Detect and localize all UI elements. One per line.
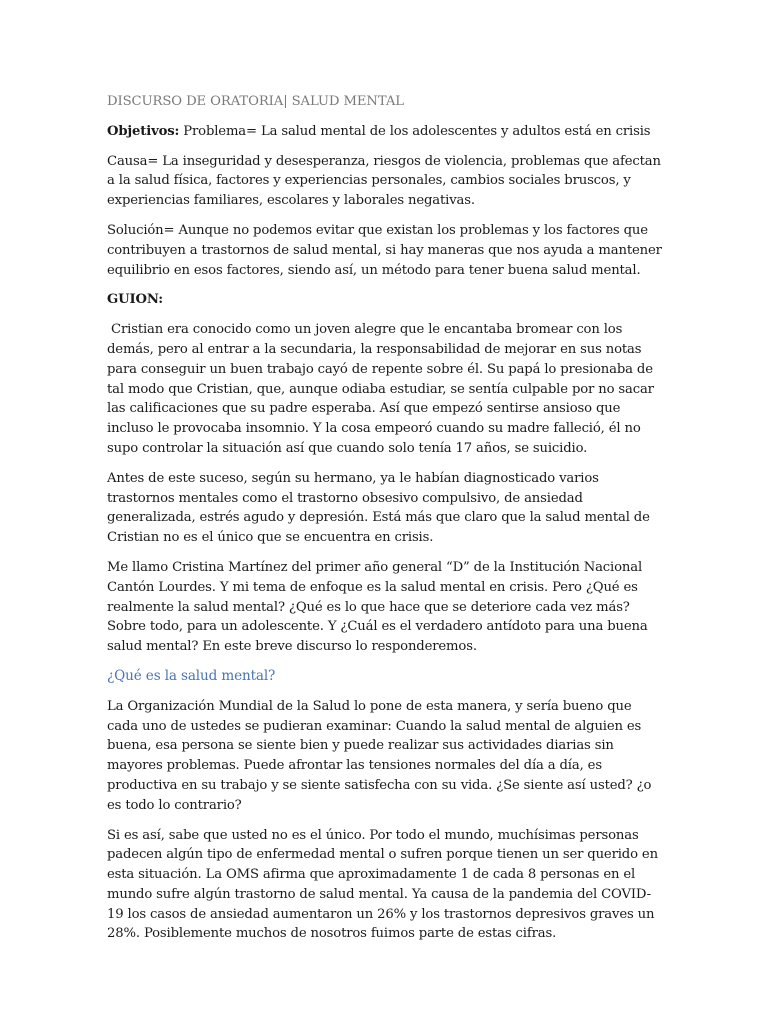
section-heading: ¿Qué es la salud mental? [107, 667, 276, 684]
guion-paragraph-1: Cristian era conocido como un joven alegre que le encantaba bromear con los demás, pero al entrar a la secundaria, la responsabilidad de mejorar en sus notas para conseguir un buen trabajo cayó de repente sobre él. Su papá lo presionaba de tal modo que Cristian, que, aunque odiaba estudiar, se sentía culpable por no sacar las calificaciones que su padre esperaba. Así que empezó sentirse ansioso que incluso le provocaba insomnio. Y la cosa empeoró cuando su madre falleció, él no supo controlar la situación así que cuando solo tenía 17 años, se suicidio. [107, 322, 658, 456]
objetivos-text: Problema= La salud mental de los adolescentes y adultos está en crisis [179, 123, 651, 139]
document-page [107, 86, 662, 954]
section-paragraph-2: Si es así, sabe que usted no es el único. Por todo el mundo, muchísimas personas padecen algún tipo de enfermedad mental o sufren porque tienen un ser querido en esta situación. La OMS afirma que aproximadamente 1 de cada 8 personas en el mundo sufre algún trastorno de salud mental. Ya causa de la pandemia del COVID-19 los casos de ansiedad aumentaron un 26% y los trastornos depresivos graves un 28%. Posiblemente muchos de nosotros fuimos parte de estas cifras. [107, 827, 658, 942]
section-paragraph-1: La Organización Mundial de la Salud lo pone de esta manera, y sería bueno que cada uno de ustedes se pudieran examinar: Cuando la salud mental de alguien es buena, esa persona se siente bien y puede realizar sus actividades diarias sin mayores problemas. Puede afrontar las tensiones normales del día a día, es productiva en su trabajo y se siente satisfecha con su vida. ¿Se siente así usted? ¿o es todo lo contrario? [107, 698, 652, 813]
guion-heading: GUION: [107, 292, 163, 308]
objetivos-paragraph [107, 122, 662, 142]
guion-paragraph-3: Me llamo Cristina Martínez del primer año general “D” de la Institución Nacional Cantón Lourdes. Y mi tema de enfoque es la salud mental en crisis. Pero ¿Qué es realmente la salud mental? ¿Qué es lo que hace que se deteriore cada vez más? Sobre todo, para un adolescente. Y ¿Cuál es el verdadero antídoto para una buena salud mental? En este breve discurso lo responderemos. [107, 559, 648, 655]
causa-paragraph: Causa= La inseguridad y desesperanza, riesgos de violencia, problemas que afectan a la salud física, factores y experiencias personales, cambios sociales bruscos, y experiencias familiares, escolares y laborales negativas. [107, 153, 661, 209]
solucion-paragraph: Solución= Aunque no podemos evitar que existan los problemas y los factores que contribuyen a trastornos de salud mental, si hay maneras que nos ayuda a mantener equilibrio en esos factores, siendo así, un método para tener buena salud mental. [107, 222, 662, 278]
document-title: DISCURSO DE ORATORIA| SALUD MENTAL [107, 94, 404, 109]
guion-paragraph-2: Antes de este suceso, según su hermano, ya le habían diagnosticado varios trastornos mentales como el trastorno obsesivo compulsivo, de ansiedad generalizada, estrés agudo y depresión. Está más que claro que la salud mental de Cristian no es el único que se encuentra en crisis. [107, 470, 650, 546]
objetivos-label: Objetivos: [107, 123, 180, 139]
